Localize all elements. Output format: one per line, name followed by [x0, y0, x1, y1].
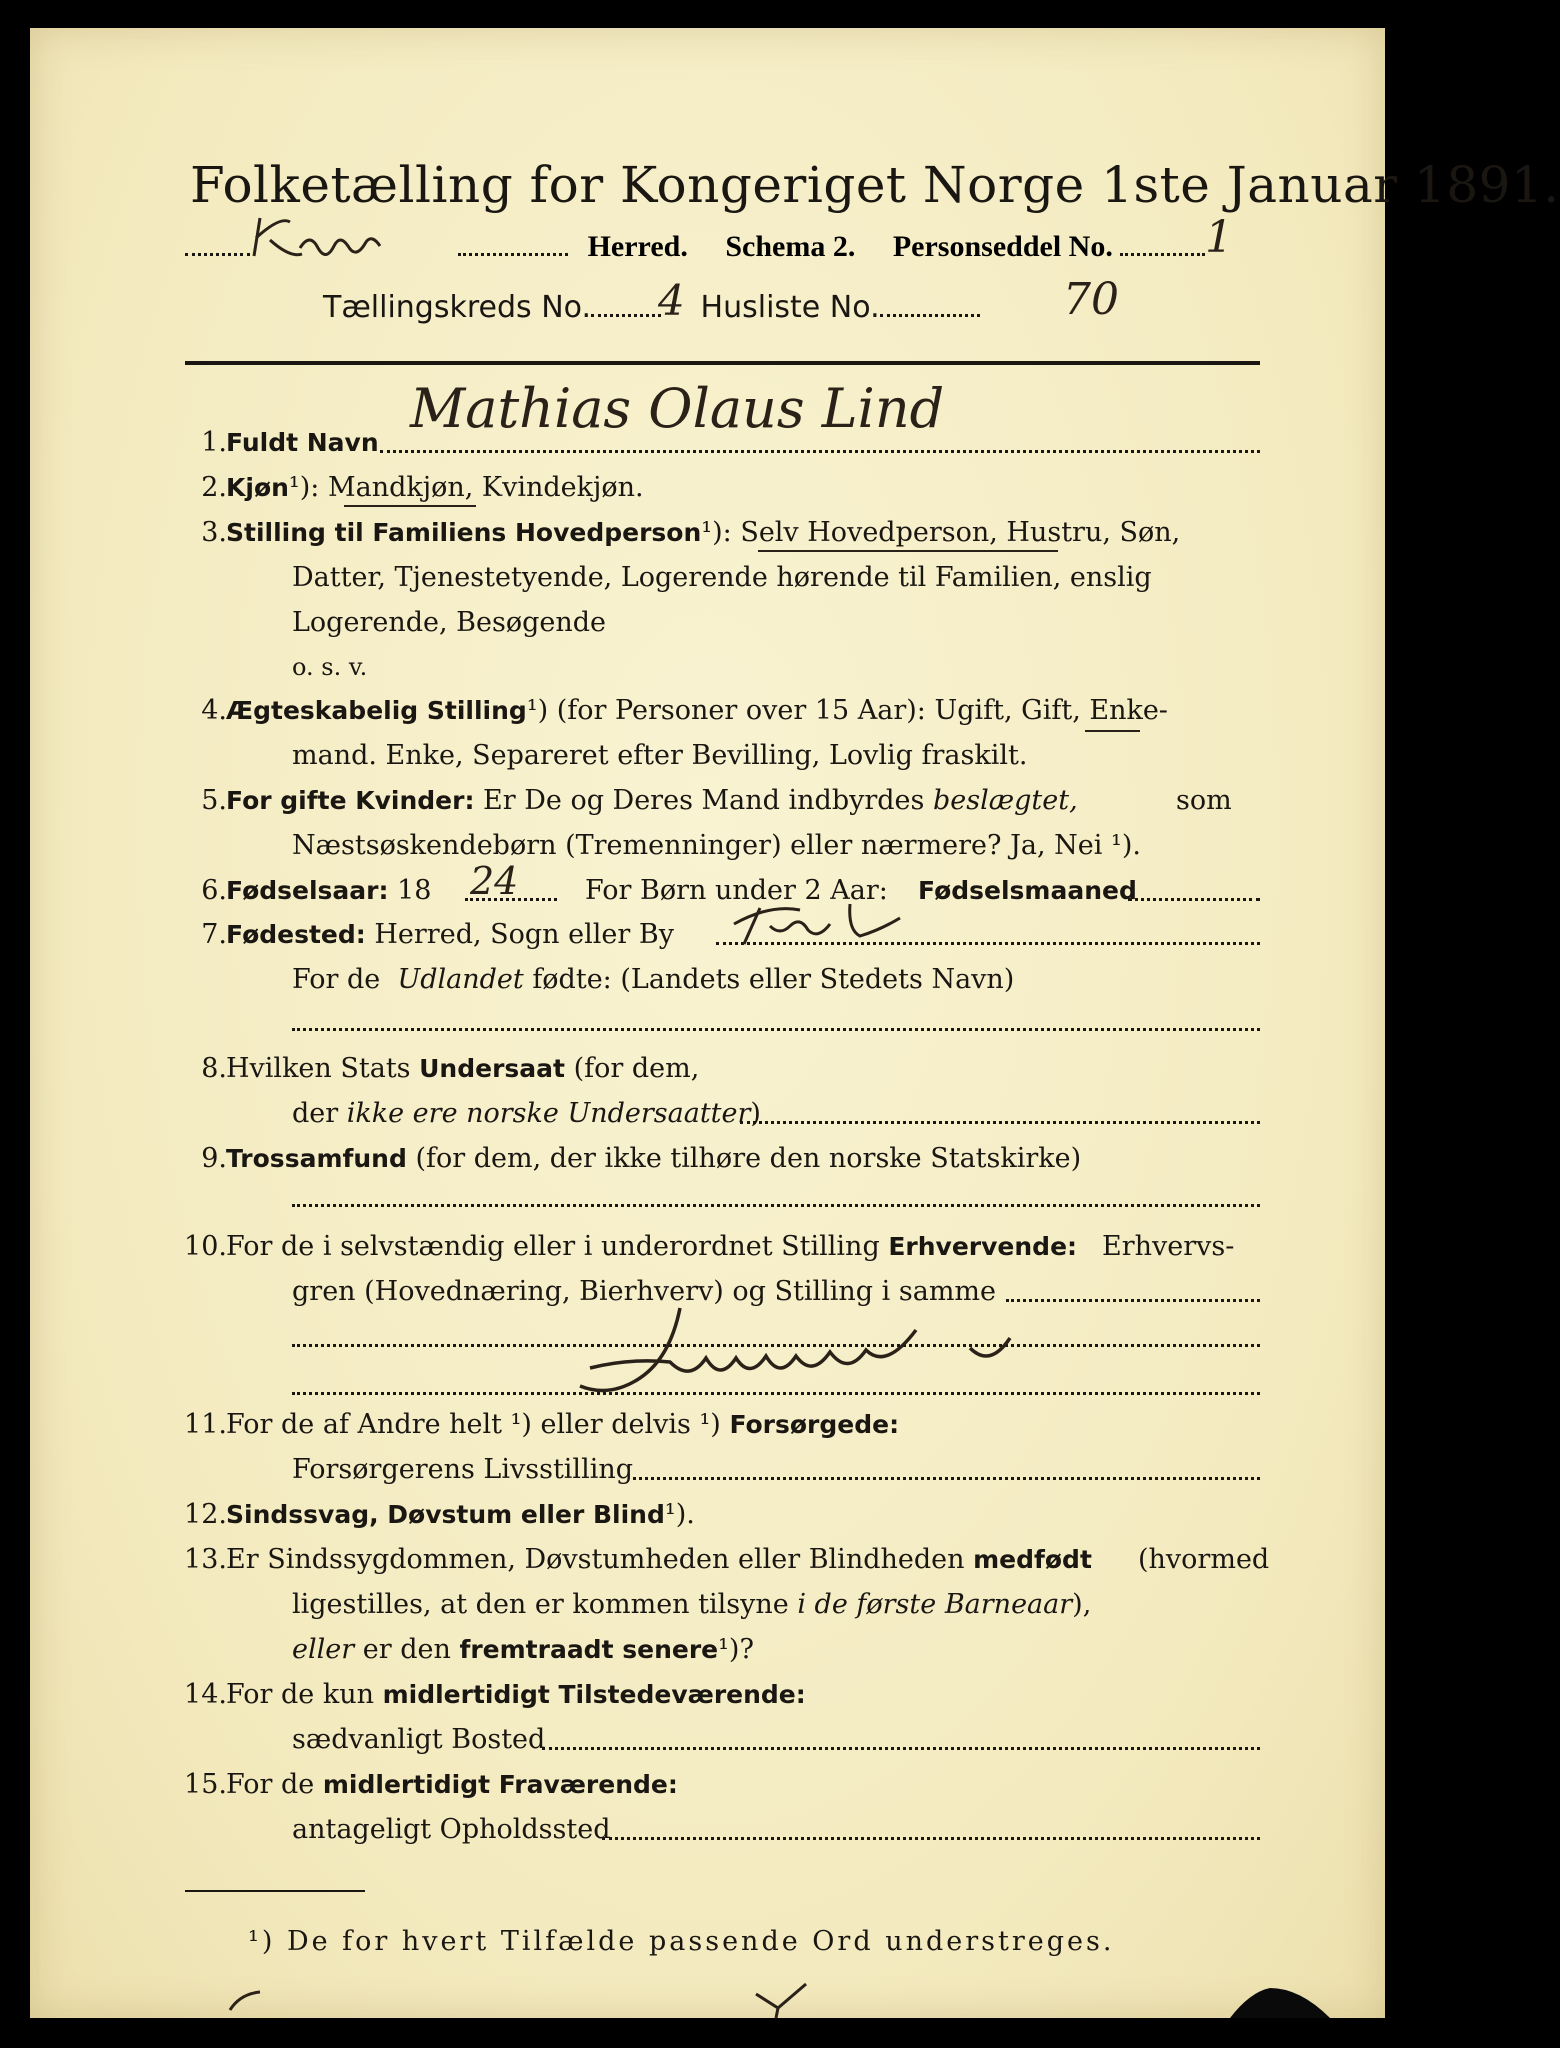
occupation-value [570, 1328, 574, 1329]
birth-year-value: 24 [470, 859, 519, 903]
form-title: Folketælling for Kongeriget Norge 1ste Januar 1891. [190, 156, 1560, 214]
schema-label: Schema 2. [725, 230, 856, 263]
foreign-birthplace-line [292, 1028, 1260, 1031]
footnote: ¹) De for hvert Tilfælde passende Ord understreges. [248, 1926, 1115, 1957]
kreds-value: 4 [658, 276, 685, 325]
herred-label: Herred. [587, 230, 688, 263]
kreds-label: Tællingskreds No. [323, 290, 591, 325]
herred-line [185, 212, 1260, 272]
full-name-value: Mathias Olaus Lind [410, 377, 945, 440]
husliste-label: Husliste No. [700, 290, 880, 325]
footnote-rule [185, 1890, 365, 1892]
personseddel-label: Personseddel No. [892, 230, 1113, 263]
bottom-edge-marks [30, 1928, 1385, 2018]
kreds-line [323, 274, 1119, 325]
header-rule [185, 361, 1260, 365]
herred-value [575, 256, 580, 257]
occupation-handwriting [550, 1298, 1070, 1408]
hovedperson-underline [758, 550, 1058, 552]
herred-handwriting [250, 208, 450, 268]
personseddel-value: 1 [1205, 212, 1233, 263]
birthplace-handwriting [730, 900, 930, 950]
husliste-value: 70 [1063, 274, 1119, 325]
gift-underline [1085, 730, 1140, 732]
census-form-paper: Folketælling for Kongeriget Norge 1ste Januar 1891. Herred. Schema 2. Personseddel No. 1 Tællingskreds No. 4 Husliste No. 70 1. Fuldt Navn Mathias Olaus Lind 2. Kjøn¹): Mandkjøn, Kvindekjøn. 3. Stilling til Familiens Hovedperson¹): Selv Hovedperson, Hustru, Søn, Datter, Tjenestetyende, Logerende hørende til Familien, enslig Logerende, Besøgende o. s. v. 4. Ægteskabelig Stilling¹) (for Personer over 15 Aar): Ugift, Gift, Enke- mand. Enke, Separeret efter Bevilling, Lovlig fraskilt. 5. For gifte Kvinder: Er De og Deres Mand indbyrdes beslægtet, som Næstsøskendebørn (Tremenninger) eller nærmere? Ja, Nei ¹). 6. Fødselsaar: 18 24 For Børn under 2 Aar: Fødselsmaaned 7. Fødested: Herred, Sogn eller By For de Udlandet fødte: (Landets eller Stedets Navn) 8. Hvilken Stats Undersaat (for dem, der ikke ere norske Undersaatter) 9. Trossamfund (for dem, der ikke tilhøre den norske Statskirke) 10. For de i selvstændig eller i underordnet Stilling Erhvervende: Erhvervs- gren (Hovednæring, Bierhverv) og Stilling i samme 11. For de af Andre helt ¹) eller delvis ¹) Forsørgede: Forsørgerens Livsstilling 12. Sindssvag, Døvstum eller Blind¹). 13. Er Sindssygdommen, Døvstumheden eller Blindheden medfødt (hvormed ligestilles, at den er kommen tilsyne i de første Barneaar), eller er den fremtraadt senere¹)? 14. For de kun midlertidigt Tilstedeværende: sædvanligt Bosted 15. For de midlertidigt Fraværende: antageligt Opholdssted ¹) De for hvert Tilfælde passende Ord understreges. [30, 28, 1385, 2018]
mandkjon-underline [344, 505, 476, 507]
religion-line [292, 1204, 1260, 1207]
